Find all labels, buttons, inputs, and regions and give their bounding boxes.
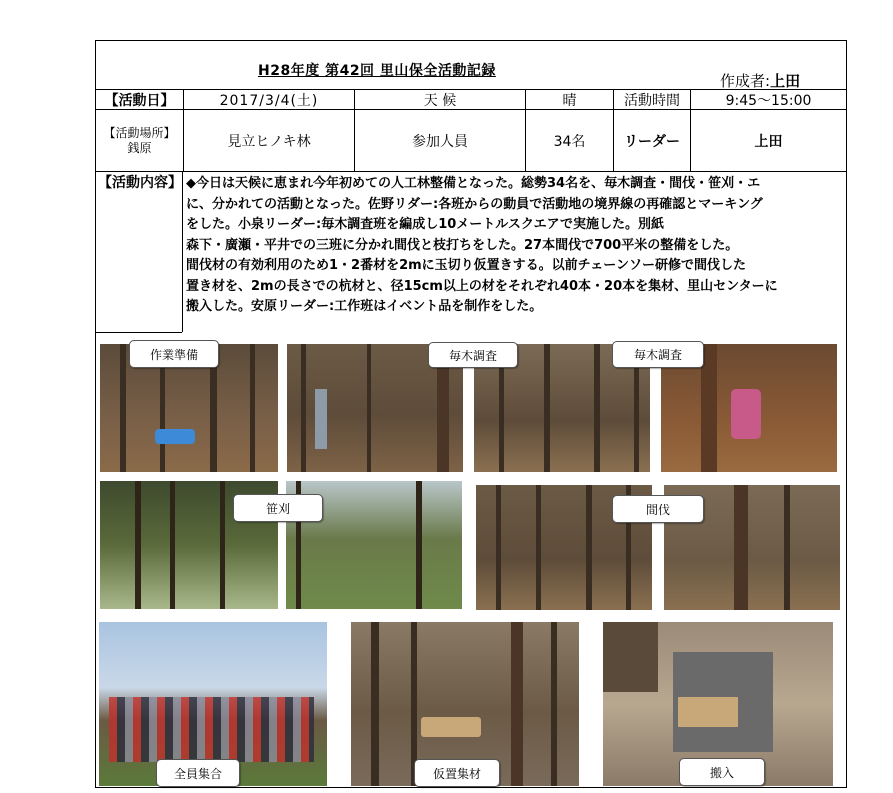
caption-survey-1: 毎木調査 [428, 342, 518, 368]
activity-text [186, 174, 844, 318]
page-title: H28年度 第42回 里山保全活動記録 [258, 63, 496, 79]
leader-value: 上田 [754, 133, 783, 150]
weather-label: 天 候 [423, 92, 457, 109]
time-label: 活動時間 [624, 92, 680, 109]
participants-label: 参加人員 [412, 133, 468, 150]
caption-delivery: 搬入 [679, 758, 765, 786]
activity-line: 森下・廣瀬・平井での三班に分かれ間伐と枝打ちをした。27本間伐で700平米の整備をした。 [186, 237, 739, 253]
activity-line: 搬入した。安原リーダー:工作班はイベント品を制作をした。 [186, 299, 543, 314]
caption-survey-2: 毎木調査 [612, 341, 704, 368]
author [720, 70, 800, 91]
place-label [96, 110, 183, 171]
place-value: 見立ヒノキ林 [227, 133, 311, 150]
activity-line: 置き材を、2mの長さでの杭材と、径15cm以上の材をそれぞれ40本・20本を集材、里山センターに [186, 278, 778, 294]
caption-group: 全員集合 [156, 759, 240, 787]
time-value: 9:45〜15:00 [725, 92, 812, 109]
caption-thinning: 間伐 [612, 495, 704, 523]
date-label: 【活動日】 [104, 92, 175, 109]
activity-line: 間伐材の有効利用のため1・2番材を2mに玉切り仮置きする。以前チェーンソー研修で間伐した [186, 258, 747, 273]
activity-label: 【活動内容】 [98, 175, 182, 191]
caption-bamboo-grass: 笹刈 [233, 494, 323, 522]
author-label: 作成者: [720, 72, 771, 90]
activity-line: ◆今日は天候に恵まれ今年初めての人工林整備となった。総勢34名を、毎木調査・間伐・笹刈・エ [186, 176, 761, 191]
caption-temporary-logs: 仮置集材 [414, 759, 500, 787]
leader-label: リーダー [624, 133, 680, 150]
caption-work-prep: 作業準備 [129, 340, 219, 368]
weather-value: 晴 [562, 92, 577, 109]
rule [182, 171, 183, 332]
rule-label-bottom [95, 332, 182, 333]
place-label-line1: 【活動場所】 [103, 125, 176, 140]
date-value: 2017/3/4(土) [219, 92, 319, 109]
place-label-line2: 銭原 [127, 140, 152, 155]
activity-line: に、分かれての活動となった。佐野リダー:各班からの動員で活動地の境界線の再確認とマーキング [186, 196, 763, 212]
participants-value: 34名 [553, 133, 586, 150]
activity-line: をした。小泉リーダー:毎木調査班を編成し10メートルスクエアで実施した。別紙 [186, 217, 665, 232]
rule-row2-bottom [95, 171, 847, 172]
author-name: 上田 [770, 72, 801, 90]
